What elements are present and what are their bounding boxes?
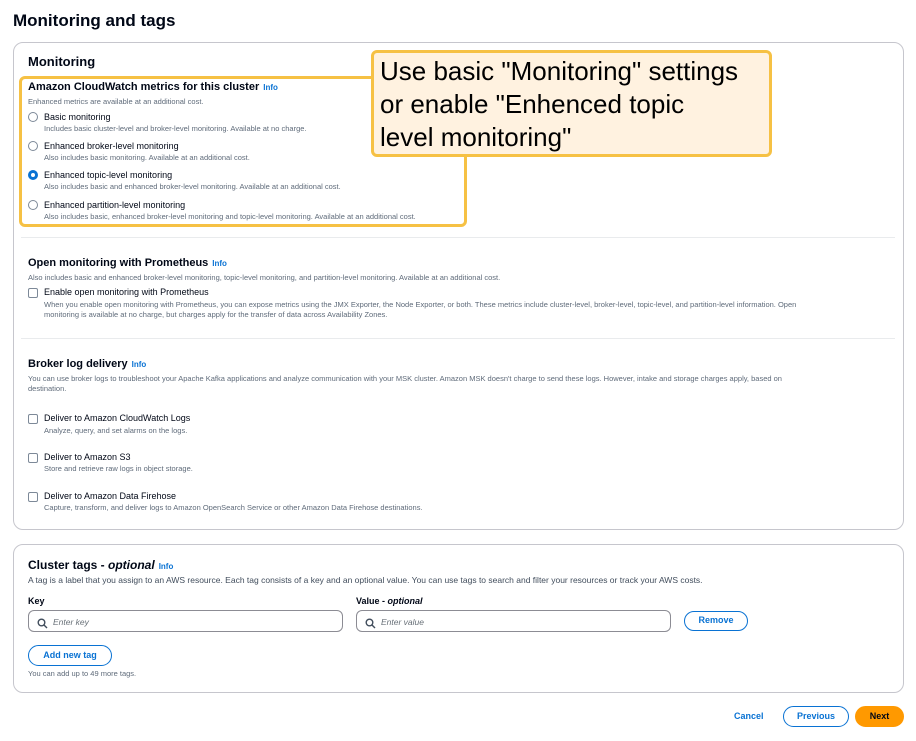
cluster-tags-optional: optional xyxy=(108,558,155,572)
value-label xyxy=(356,596,423,606)
radio-enhanced-partition-monitoring[interactable] xyxy=(28,200,38,210)
prometheus-title-text: Open monitoring with Prometheus xyxy=(28,257,209,269)
cloudwatch-title-text: Amazon CloudWatch metrics for this cluster xyxy=(28,81,260,93)
prometheus-title xyxy=(28,257,227,269)
cluster-tags-title-text: Cluster tags - xyxy=(28,558,109,572)
cluster-tags-title xyxy=(28,558,173,572)
option-basic-monitoring-label: Basic monitoring xyxy=(44,112,111,122)
data-firehose-label: Deliver to Amazon Data Firehose xyxy=(44,491,177,501)
callout-line-2: or enable "Enhenced topic xyxy=(380,89,685,119)
cloudwatch-description: Enhanced metrics are available at an additional cost. xyxy=(28,97,204,106)
tag-value-input[interactable] xyxy=(356,610,671,632)
annotation-callout xyxy=(371,50,772,157)
cloudwatch-logs-description: Analyze, query, and set alarms on the logs. xyxy=(44,426,188,435)
option-enhanced-partition-label: Enhanced partition-level monitoring xyxy=(44,200,186,210)
tags-limit-hint: You can add up to 49 more tags. xyxy=(28,669,137,678)
cloudwatch-title xyxy=(28,81,278,93)
previous-button[interactable]: Previous xyxy=(783,706,849,727)
radio-enhanced-topic-monitoring[interactable] xyxy=(28,170,38,180)
cloudwatch-logs-label: Deliver to Amazon CloudWatch Logs xyxy=(44,413,191,423)
option-basic-monitoring-description: Includes basic cluster-level and broker-level monitoring. Available at no charge. xyxy=(44,124,307,133)
radio-basic-monitoring[interactable] xyxy=(28,112,38,122)
cluster-tags-info-link[interactable]: Info xyxy=(158,562,174,571)
callout-line-1: Use basic "Monitoring" settings xyxy=(380,56,739,86)
prometheus-checkbox-description-1: When you enable open monitoring with Prometheus, you can expose metrics using the JMX Exporter, the Node Exporter, or both. These metrics include cluster-level, broker-level, topic-level, and partition-level information. Open xyxy=(44,300,797,309)
broker-logs-description-1: You can use broker logs to troubleshoot your Apache Kafka applications and analyze communication with your MSK cluster. Amazon MSK doesn't charge to send these logs. However, intake and storage charges apply, based on xyxy=(28,374,782,383)
amazon-s3-description: Store and retrieve raw logs in object storage. xyxy=(44,464,193,473)
option-enhanced-broker-label: Enhanced broker-level monitoring xyxy=(44,141,179,151)
divider xyxy=(21,338,895,339)
tag-value-placeholder: Enter value xyxy=(381,617,424,627)
prometheus-info-link[interactable]: Info xyxy=(212,259,227,268)
checkbox-data-firehose[interactable] xyxy=(28,492,38,502)
broker-logs-info-link[interactable]: Info xyxy=(131,360,147,369)
checkbox-cloudwatch-logs[interactable] xyxy=(28,414,38,424)
radio-enhanced-broker-monitoring[interactable] xyxy=(28,141,38,151)
search-icon xyxy=(37,616,48,634)
option-enhanced-broker-description: Also includes basic monitoring. Available at an additional cost. xyxy=(44,153,250,162)
broker-logs-title xyxy=(28,358,146,370)
option-enhanced-topic-description: Also includes basic and enhanced broker-level monitoring. Available at an additional cost. xyxy=(44,182,341,191)
cancel-button[interactable]: Cancel xyxy=(734,711,764,721)
option-enhanced-topic-label: Enhanced topic-level monitoring xyxy=(44,170,173,180)
remove-tag-button[interactable]: Remove xyxy=(684,611,748,631)
tag-key-placeholder: Enter key xyxy=(53,617,89,627)
add-new-tag-button[interactable]: Add new tag xyxy=(28,645,112,666)
monitoring-section-title: Monitoring xyxy=(28,54,96,69)
prometheus-description: Also includes basic and enhanced broker-level monitoring, topic-level monitoring, and partition-level monitoring. Available at an additional cost. xyxy=(28,273,501,282)
key-label: Key xyxy=(28,596,45,606)
option-enhanced-partition-description: Also includes basic, enhanced broker-level monitoring and topic-level monitoring. Available at an additional cost. xyxy=(44,212,416,221)
cloudwatch-info-link[interactable]: Info xyxy=(263,83,278,92)
prometheus-checkbox-label: Enable open monitoring with Prometheus xyxy=(44,287,209,297)
prometheus-checkbox[interactable] xyxy=(28,288,38,298)
value-label-text: Value - xyxy=(356,596,388,606)
value-label-optional: optional xyxy=(387,596,423,606)
broker-logs-description-2: destination. xyxy=(28,384,67,393)
page-title: Monitoring and tags xyxy=(13,11,176,30)
divider xyxy=(21,237,895,238)
next-button[interactable]: Next xyxy=(855,706,904,727)
prometheus-checkbox-description-2: monitoring is available at no charge, but charges apply for the transfer of data across Availability Zones. xyxy=(44,310,388,319)
callout-line-3: level monitoring" xyxy=(380,122,572,152)
checkbox-amazon-s3[interactable] xyxy=(28,453,38,463)
broker-logs-title-text: Broker log delivery xyxy=(28,358,128,370)
tag-key-input[interactable] xyxy=(28,610,343,632)
search-icon xyxy=(365,616,376,634)
cluster-tags-description: A tag is a label that you assign to an AWS resource. Each tag consists of a key and an optional value. You can use tags to search and filter your resources or track your AWS costs. xyxy=(28,575,703,585)
data-firehose-description: Capture, transform, and deliver logs to Amazon OpenSearch Service or other Amazon Data Firehose destinations. xyxy=(44,503,423,512)
amazon-s3-label: Deliver to Amazon S3 xyxy=(44,452,131,462)
